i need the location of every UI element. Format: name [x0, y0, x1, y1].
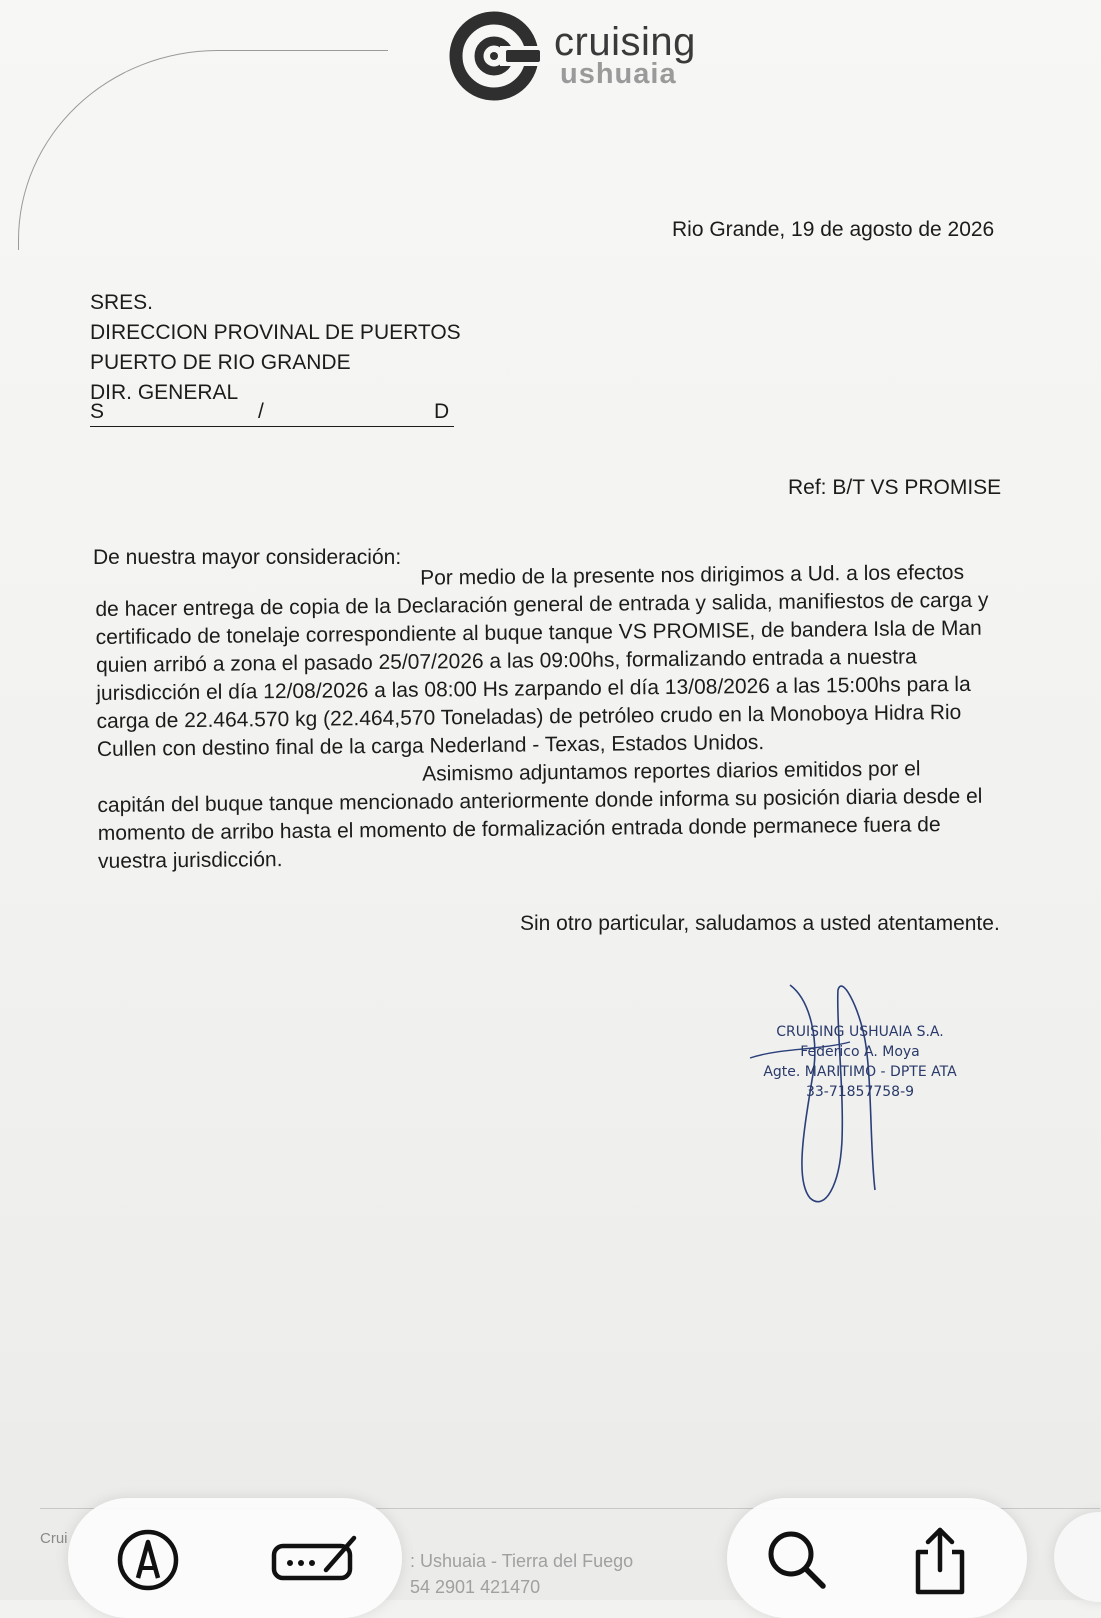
company-logo [448, 10, 718, 102]
sd-left: S [90, 400, 105, 423]
recipient-line: SRES. [90, 291, 154, 314]
stamp-name: Federico A. Moya [800, 1044, 920, 1060]
search-button[interactable] [757, 1520, 837, 1600]
recipient-block [90, 288, 461, 408]
markup-button[interactable] [108, 1520, 188, 1600]
recipient-line: PUERTO DE RIO GRANDE [90, 351, 351, 374]
stamp-role: Agte. MARITIMO - DPTE ATA [763, 1064, 957, 1080]
footer-phone: 54 2901 421470 [410, 1577, 541, 1597]
logo-mark-icon [448, 10, 540, 102]
paragraph-2-first-line: Asimismo adjuntamos reportes diarios emitidos por el [422, 757, 921, 786]
markup-pen-icon [108, 1520, 188, 1600]
letter-body [95, 558, 1013, 876]
search-icon [757, 1520, 837, 1600]
footer-address [410, 1548, 633, 1600]
footer-brand: Crui [40, 1530, 68, 1547]
recipient-line: DIRECCION PROVINAL DE PUERTOS [90, 321, 461, 344]
share-button[interactable] [900, 1520, 980, 1600]
greeting: De nuestra mayor consideración: [93, 546, 402, 569]
signature-button[interactable] [268, 1520, 348, 1600]
logo-word-ushuaia: ushuaia [560, 58, 677, 90]
recipient-line: DIR. GENERAL [90, 381, 239, 404]
closing-line: Sin otro particular, saludamos a usted atentamente. [520, 912, 1000, 935]
letter-date: Rio Grande, 19 de agosto de 2026 [672, 218, 995, 241]
footer-address-line: : Ushuaia - Tierra del Fuego [410, 1551, 634, 1571]
stamp-id: 33-71857758-9 [805, 1084, 915, 1100]
signature-block [740, 980, 1000, 1220]
sd-right: D [434, 400, 450, 423]
reference-line: Ref: B/T VS PROMISE [788, 476, 1002, 499]
sd-line [90, 398, 454, 427]
share-icon [900, 1520, 980, 1600]
paragraph-1: de hacer entrega de copia de la Declaración general de entrada y salida, manifiestos de carga y certificado de tonelaje correspondiente al buque tanque VS PROMISE, de bandera Isla de Man quien arribó a zona el pasado 25/07/2026 a las 09:00hs, formalizando entrada a nuestra jurisdicción el día 12/08/2026 a las 08:00 Hs zarpando el día 13/08/2026 a las 15:00hs para la carga de 22.464.570 kg (22.464,570 Toneladas) de petróleo crudo en la Monoboya Hidra Rio Cullen con destino final de la carga Nederland - Texas, Estados Unidos. [95, 588, 989, 761]
signature-icon [268, 1520, 368, 1600]
logo-word-cruising: cruising [554, 20, 696, 64]
company-stamp [740, 1022, 980, 1102]
paragraph-1-first-line: Por medio de la presente nos dirigimos a Ud. a los efectos [420, 560, 965, 590]
sd-mid: / [258, 400, 264, 423]
letterhead-curve [18, 50, 388, 250]
stamp-company: CRUISING USHUAIA S.A. [776, 1024, 944, 1040]
paragraph-2: capitán del buque tanque mencionado anteriormente donde informa su posición diaria desde el momento de arribo hasta el momento de formalización entrada donde permanece fuera de vuestra jurisdicción. [97, 784, 983, 873]
